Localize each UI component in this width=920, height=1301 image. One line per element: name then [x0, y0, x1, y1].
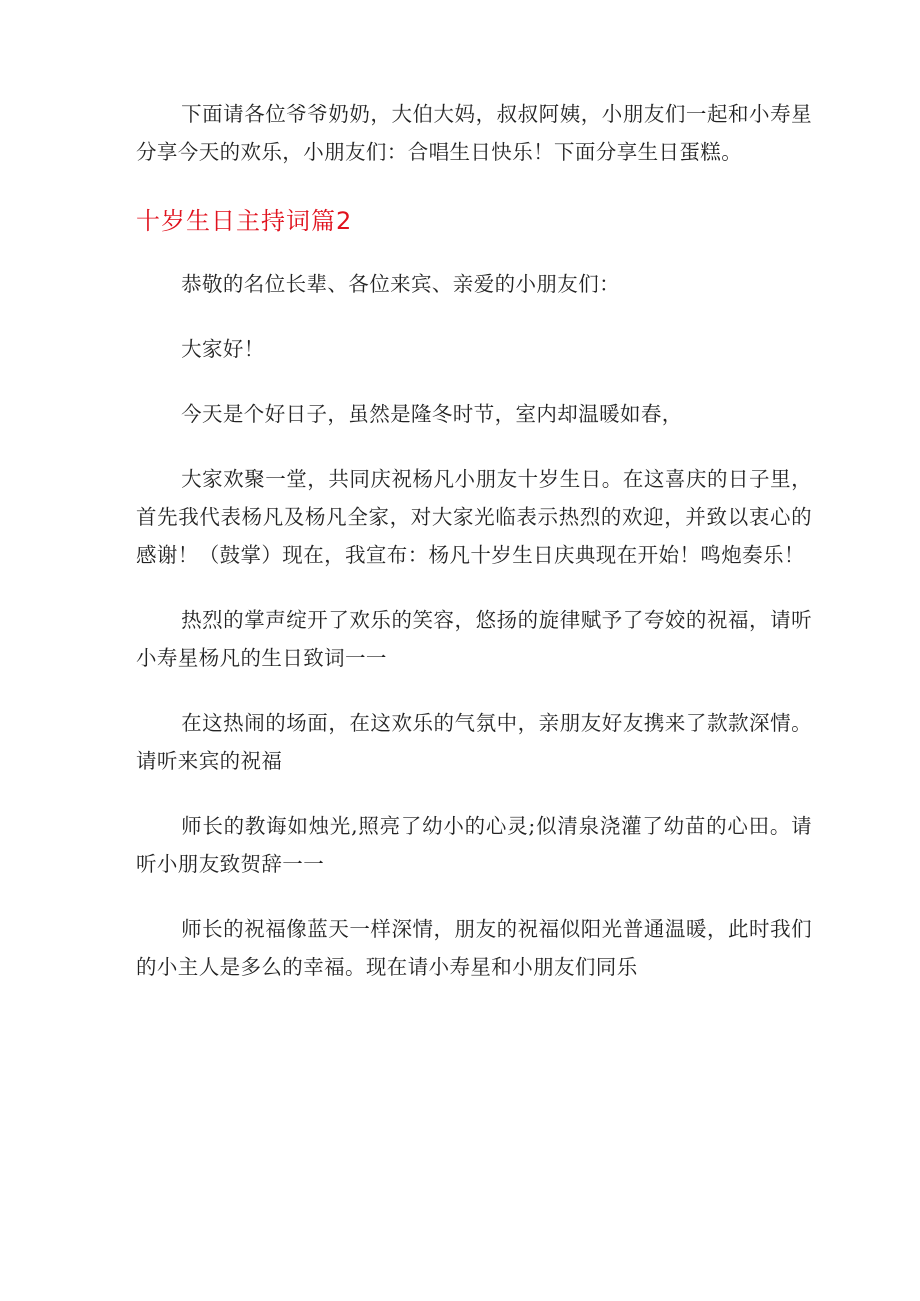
document-body — [136, 95, 812, 1013]
paragraph-hello: 大家好！ — [181, 337, 265, 361]
paragraph-teacher-blessing: 师长的教诲如烛光,照亮了幼小的心灵;似清泉浇灌了幼苗的心田。请听小朋友致贺辞一一 — [136, 814, 812, 876]
paragraph-speech-intro: 热烈的掌声绽开了欢乐的笑容，悠扬的旋律赋予了夸姣的祝福，请听小寿星杨凡的生日致词一一 — [136, 608, 812, 670]
section-heading: 十岁生日主持词篇2 — [136, 207, 353, 235]
paragraph-intro: 下面请各位爷爷奶奶，大伯大妈，叔叔阿姨，小朋友们一起和小寿星分享今天的欢乐，小朋友们：合唱生日快乐！下面分享生日蛋糕。 — [136, 102, 812, 164]
paragraph-closing: 师长的祝福像蓝天一样深情，朋友的祝福似阳光普通温暖，此时我们的小主人是多么的幸福。现在请小寿星和小朋友们同乐 — [136, 917, 812, 979]
paragraph-greeting: 恭敬的名位长辈、各位来宾、亲爱的小朋友们： — [181, 272, 620, 296]
paragraph-guest-blessing: 在这热闹的场面，在这欢乐的气氛中，亲朋友好友携来了款款深情。请听来宾的祝福 — [136, 711, 812, 773]
paragraph-celebration: 大家欢聚一堂，共同庆祝杨凡小朋友十岁生日。在这喜庆的日子里，首先我代表杨凡及杨凡全家，对大家光临表示热烈的欢迎，并致以衷心的感谢！（鼓掌）现在，我宣布：杨凡十岁生日庆典现在开始！鸣炮奏乐！ — [136, 467, 812, 567]
paragraph-good-day: 今天是个好日子，虽然是隆冬时节，室内却温暖如春， — [181, 402, 683, 426]
